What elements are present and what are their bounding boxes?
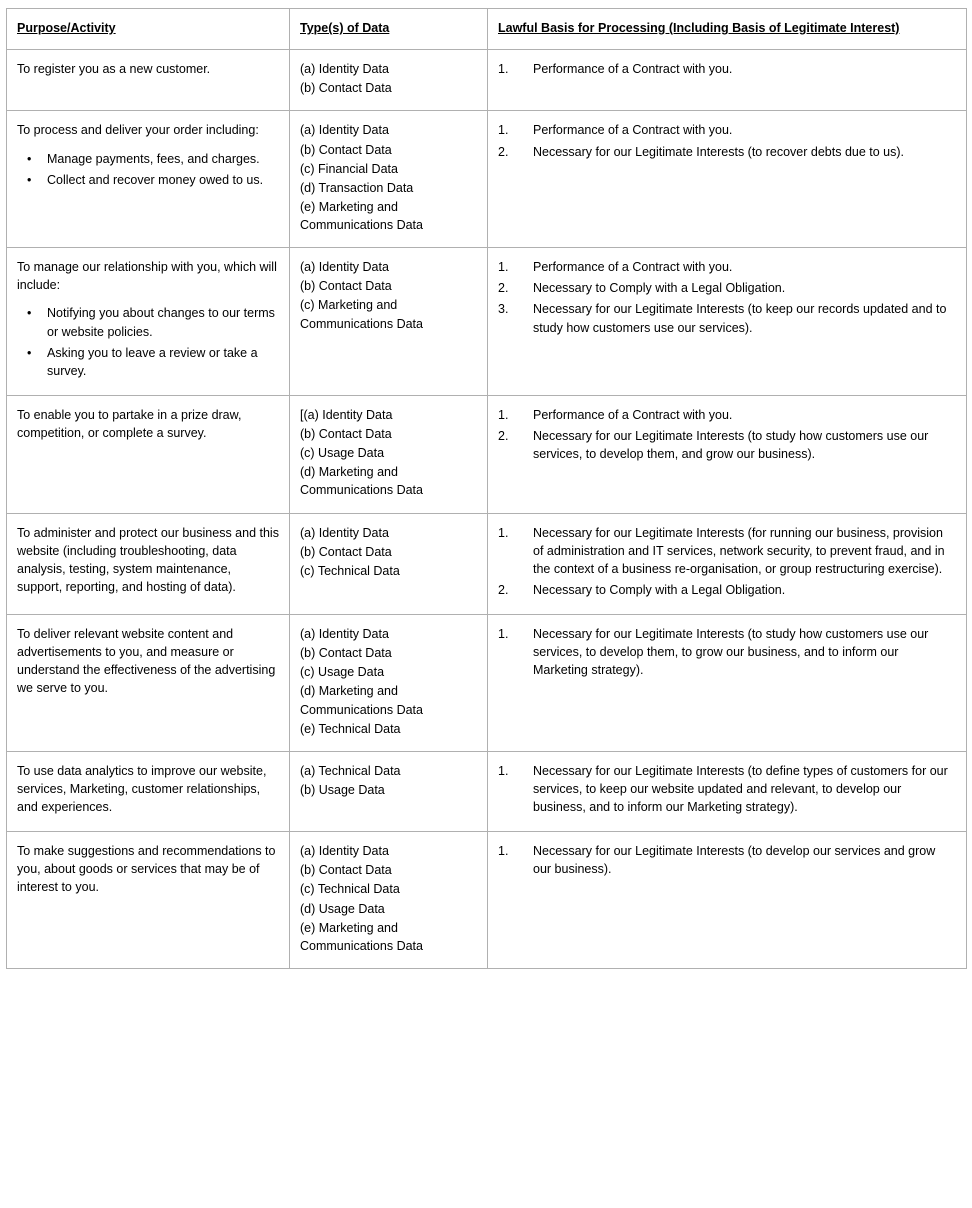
lawful-basis-item: Necessary for our Legitimate Interests (to keep our records updated and to study how customers use our services).: [533, 302, 947, 335]
table-header: [7, 9, 967, 50]
lawful-basis-list: [498, 406, 956, 463]
purpose-bullet-item: • Manage payments, fees, and charges.: [39, 150, 279, 168]
table-body: [7, 50, 967, 969]
table-row: [7, 248, 967, 396]
data-type-item: (a) Identity Data: [300, 525, 389, 540]
lawful-basis-list: [498, 121, 956, 160]
data-type-list: [300, 762, 477, 799]
data-type-item: (a) Identity Data: [300, 123, 389, 138]
purpose-text: To register you as a new customer.: [17, 62, 211, 77]
data-type-list: [300, 524, 477, 580]
purpose-text: To manage our relationship with you, which will include:: [17, 260, 277, 293]
cell-purpose: [7, 111, 290, 248]
column-header-data-types: [290, 9, 488, 50]
cell-data-types: [290, 751, 488, 831]
cell-purpose: [7, 395, 290, 513]
data-type-item: (a) Identity Data: [300, 844, 389, 859]
data-type-item: (d) Transaction Data: [300, 180, 414, 195]
table-row: [7, 111, 967, 248]
lawful-basis-item: Necessary for our Legitimate Interests (to study how customers use our services, to develop them, and grow our business).: [533, 429, 929, 462]
data-type-item: (a) Identity Data: [300, 62, 389, 77]
cell-purpose: [7, 248, 290, 396]
purpose-text: To use data analytics to improve our website, services, Marketing, customer relationships, and experiences.: [17, 763, 267, 814]
lawful-basis-item: Performance of a Contract with you.: [533, 407, 733, 422]
data-type-item: (c) Marketing and Communications Data: [300, 298, 423, 331]
cell-data-types: [290, 513, 488, 615]
cell-lawful-basis: [488, 248, 967, 396]
data-type-list: [300, 842, 477, 955]
cell-purpose: [7, 832, 290, 969]
cell-lawful-basis: [488, 50, 967, 111]
column-header-lawful-basis-label: Lawful Basis for Processing (Including Basis of Legitimate Interest): [498, 21, 900, 35]
cell-data-types: [290, 248, 488, 396]
data-type-item: (c) Technical Data: [300, 563, 400, 578]
purpose-bullet-list: [17, 150, 279, 189]
data-type-item: (e) Technical Data: [300, 721, 401, 736]
cell-purpose: [7, 615, 290, 752]
cell-data-types: [290, 395, 488, 513]
cell-lawful-basis: [488, 395, 967, 513]
column-header-data-types-label: Type(s) of Data: [300, 21, 390, 35]
lawful-basis-item: Necessary for our Legitimate Interests (to define types of customers for our services, to keep our website updated and relevant, to develop our business, and to inform our Marketing strategy).: [533, 763, 948, 814]
column-header-purpose-label: Purpose/Activity: [17, 21, 116, 35]
data-type-item: (b) Contact Data: [300, 279, 392, 294]
cell-lawful-basis: [488, 615, 967, 752]
data-type-item: (c) Technical Data: [300, 882, 400, 897]
cell-data-types: [290, 50, 488, 111]
table-row: [7, 395, 967, 513]
lawful-basis-item: Performance of a Contract with you.: [533, 123, 733, 138]
purpose-text: To make suggestions and recommendations to you, about goods or services that may be of interest to you.: [17, 844, 276, 895]
table-row: [7, 615, 967, 752]
cell-purpose: [7, 50, 290, 111]
data-type-item: (b) Usage Data: [300, 782, 385, 797]
column-header-purpose: [7, 9, 290, 50]
data-type-item: (c) Usage Data: [300, 446, 385, 461]
data-type-list: [300, 406, 477, 500]
data-type-item: (a) Identity Data: [300, 260, 389, 275]
data-type-item: (b) Contact Data: [300, 863, 392, 878]
data-type-item: (a) Identity Data: [300, 627, 389, 641]
data-type-item: (b) Contact Data: [300, 544, 392, 559]
purpose-text: To enable you to partake in a prize draw, competition, or complete a survey.: [17, 407, 242, 440]
processing-purposes-table: [6, 8, 967, 969]
data-type-item: (d) Usage Data: [300, 901, 385, 916]
cell-purpose: [7, 751, 290, 831]
data-type-item: (c) Usage Data: [300, 665, 385, 680]
lawful-basis-item: Performance of a Contract with you.: [533, 260, 733, 275]
lawful-basis-list: [498, 60, 956, 78]
lawful-basis-item: Necessary to Comply with a Legal Obligation.: [533, 582, 786, 597]
purpose-bullet-list: [17, 304, 279, 380]
data-type-item: [(a) Identity Data: [300, 407, 393, 422]
data-type-list: [300, 60, 477, 97]
cell-data-types: [290, 615, 488, 752]
lawful-basis-list: [498, 625, 956, 679]
lawful-basis-item: Necessary for our Legitimate Interests (for running our business, provision of administration and IT services, network security, to prevent fraud, and in the context of a business re-organisation, or group restructuring exercise).: [533, 525, 945, 576]
lawful-basis-item: Performance of a Contract with you.: [533, 62, 733, 77]
data-type-item: (d) Marketing and Communications Data: [300, 684, 423, 717]
cell-data-types: [290, 832, 488, 969]
purpose-bullet-item: • Asking you to leave a review or take a survey.: [39, 344, 279, 380]
cell-lawful-basis: [488, 111, 967, 248]
purpose-text: To administer and protect our business and this website (including troubleshooting, data analysis, testing, system maintenance, support, reporting, and hosting of data).: [17, 525, 279, 594]
cell-data-types: [290, 111, 488, 248]
data-type-item: (b) Contact Data: [300, 646, 392, 661]
purpose-text: To process and deliver your order including:: [17, 123, 259, 138]
purpose-bullet-item: • Notifying you about changes to our terms or website policies.: [39, 304, 279, 340]
lawful-basis-item: Necessary for our Legitimate Interests (to recover debts due to us).: [533, 144, 905, 159]
cell-lawful-basis: [488, 832, 967, 969]
lawful-basis-item: Necessary for our Legitimate Interests (to study how customers use our services, to develop them, to grow our business, and to inform our Marketing strategy).: [533, 627, 929, 678]
cell-purpose: [7, 513, 290, 615]
lawful-basis-item: Necessary for our Legitimate Interests (to develop our services and grow our business).: [533, 844, 936, 877]
data-type-list: [300, 258, 477, 333]
cell-lawful-basis: [488, 513, 967, 615]
lawful-basis-list: [498, 258, 956, 337]
data-type-item: (a) Technical Data: [300, 763, 401, 778]
data-type-list: [300, 121, 477, 234]
data-type-item: (b) Contact Data: [300, 427, 392, 441]
data-type-item: (b) Contact Data: [300, 142, 392, 157]
table-header-row: [7, 9, 967, 50]
lawful-basis-list: [498, 762, 956, 816]
purpose-text: To deliver relevant website content and advertisements to you, and measure or understand the effectiveness of the advertising we serve to you.: [17, 627, 276, 696]
data-type-list: [300, 625, 477, 738]
data-type-item: (c) Financial Data: [300, 161, 398, 176]
data-type-item: (e) Marketing and Communications Data: [300, 199, 423, 232]
purpose-bullet-item: • Collect and recover money owed to us.: [39, 171, 279, 189]
lawful-basis-list: [498, 524, 956, 600]
table-row: [7, 751, 967, 831]
table-row: [7, 513, 967, 615]
data-type-item: (e) Marketing and Communications Data: [300, 920, 423, 953]
column-header-lawful-basis: [488, 9, 967, 50]
data-type-item: (d) Marketing and Communications Data: [300, 465, 423, 498]
table-row: [7, 50, 967, 111]
lawful-basis-item: Necessary to Comply with a Legal Obligation.: [533, 281, 786, 296]
cell-lawful-basis: [488, 751, 967, 831]
lawful-basis-list: [498, 842, 956, 878]
data-type-item: (b) Contact Data: [300, 81, 392, 96]
table-row: [7, 832, 967, 969]
